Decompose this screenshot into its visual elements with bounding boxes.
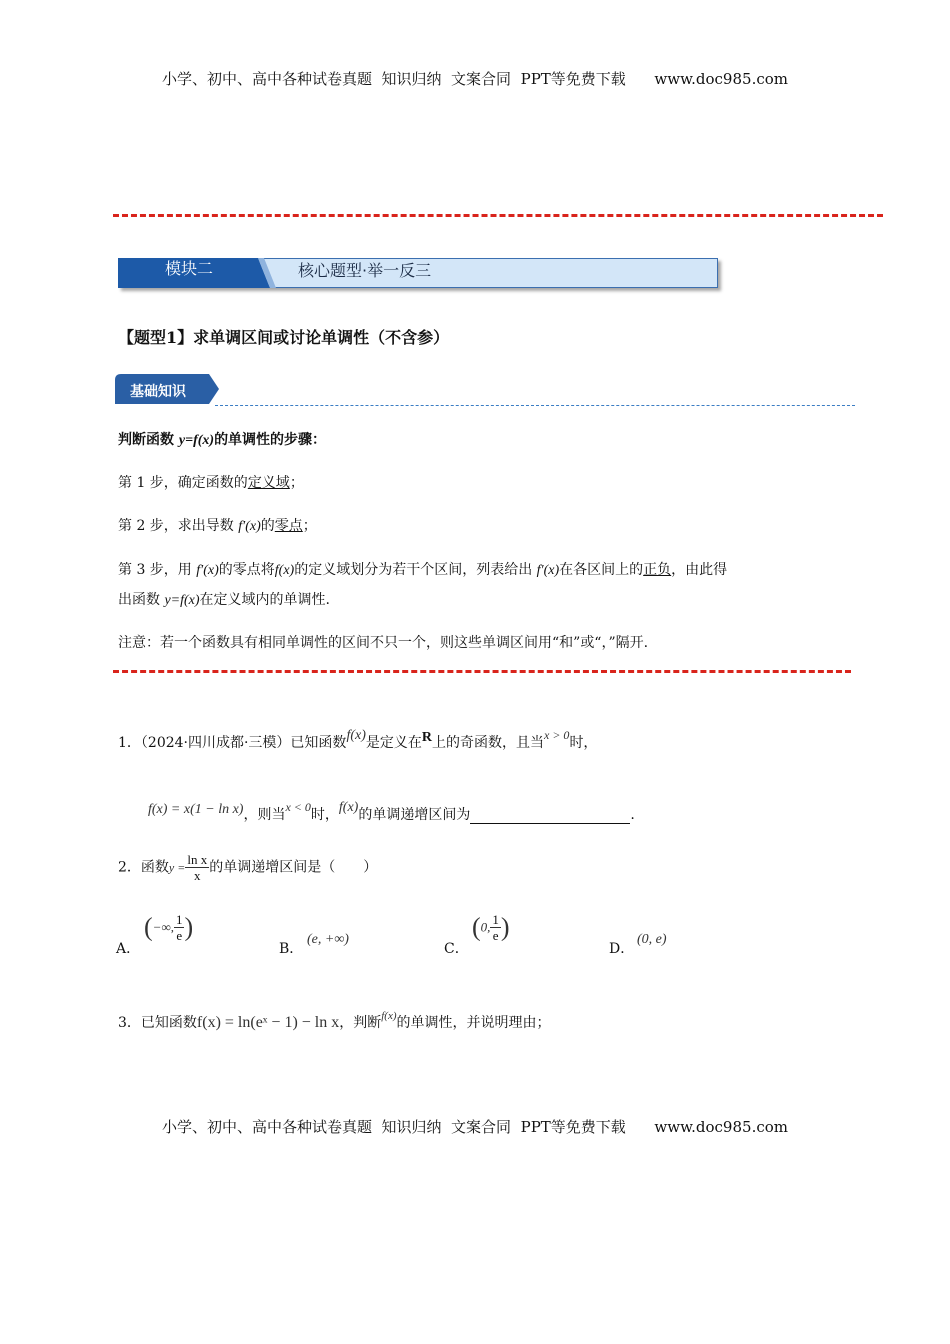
option-a[interactable]: (−∞, $\frac{1}{e}$ ) — [144, 912, 194, 943]
step-3: 第 3 步，用 f′(x)的零点将f(x)的定义域划分为若干个区间，列表给出 f′(x)在各区间上的正负，由此得 — [118, 562, 728, 578]
step-2: 第 2 步，求出导数 f′(x)的零点； — [118, 518, 317, 534]
top-divider — [113, 214, 883, 217]
page-header: 小学、初中、高中各种试卷真题 知识归纳 文案合同 PPT等免费下载 www.doc985.com — [161, 70, 788, 88]
page-footer: 小学、初中、高中各种试卷真题 知识归纳 文案合同 PPT等免费下载 www.doc985.com — [161, 1118, 788, 1136]
knowledge-tab: 基础知识 — [130, 384, 186, 400]
answer-blank[interactable] — [470, 807, 630, 824]
option-c[interactable]: (0, $\frac{1}{e}$ ) — [472, 912, 510, 943]
option-b-label[interactable]: B． — [279, 941, 304, 957]
option-d-label[interactable]: D． — [609, 941, 635, 957]
option-c-label[interactable]: C． — [444, 941, 469, 957]
option-d[interactable]: (0, e) — [637, 932, 667, 947]
fraction-lnx-over-x: $\frac{\text{ln x}}{x}$ — [187, 852, 208, 883]
section-tag: 模块二 — [165, 259, 214, 278]
note: 注意：若一个函数具有相同单调性的区间不只一个，则这些单调区间用“和”或“，”隔开. — [118, 635, 649, 651]
question-2-options — [116, 912, 816, 956]
step-3-cont: 出函数 y=f(x)在定义域内的单调性. — [118, 592, 330, 608]
knowledge-heading: 判断函数 y=f(x)的单调性的步骤： — [118, 432, 327, 448]
step-1: 第 1 步，确定函数的定义域； — [118, 475, 304, 491]
section-title: 核心题型·举一反三 — [298, 261, 432, 280]
knowledge-end-divider — [113, 670, 851, 673]
topic-heading: 【题型1】求单调区间或讨论单调性（不含参） — [118, 328, 450, 347]
option-a-label[interactable]: A． — [116, 941, 141, 957]
question-1-line2: f(x) = x(1 − ln x)，则当x < 0时，f(x)的单调递增区间为 . — [148, 800, 635, 823]
knowledge-divider — [215, 405, 855, 406]
question-2: 2．函数y = $\frac{\text{ln x}}{x}$ 的单调递增区间是（ ） — [118, 852, 378, 883]
option-b[interactable]: (e, +∞) — [307, 932, 349, 947]
question-3: 3．已知函数f(x) = ln(eˣ − 1) − ln x，判断$^{f(x)}$的单调性，并说明理由； — [118, 1010, 551, 1031]
question-1-line1: 1．（2024·四川成都·三模）已知函数f(x)是定义在R上的奇函数，且当x > 0时， — [118, 728, 598, 751]
